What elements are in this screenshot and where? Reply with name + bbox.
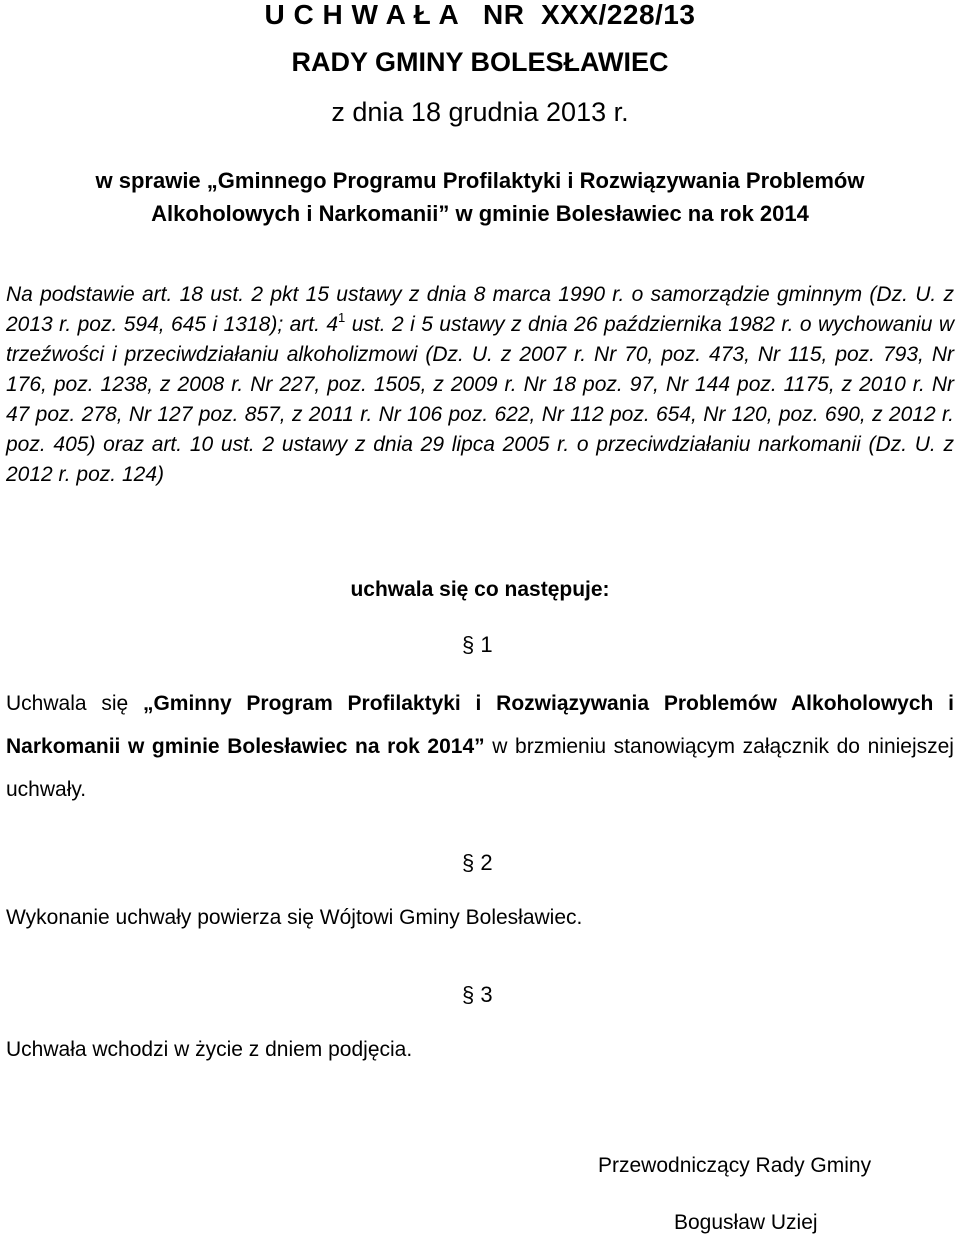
- paragraph-3: Uchwała wchodzi w życie z dniem podjęcia.: [6, 1038, 413, 1061]
- subject: [0, 164, 960, 230]
- paragraph-1-pre: Uchwala się: [6, 692, 143, 715]
- signatory-role: Przewodniczący Rady Gminy: [598, 1154, 872, 1177]
- subject-line-1: w sprawie „Gminnego Programu Profilaktyki i Rozwiązywania Problemów: [95, 168, 865, 193]
- paragraph-2: Wykonanie uchwały powierza się Wójtowi Gminy Bolesławiec.: [6, 906, 583, 929]
- legal-basis: [6, 280, 954, 490]
- legal-basis-part-1: Na podstawie art. 18 ust. 2 pkt 15 ustawy z dnia 8 marca 1990 r. o samorządzie gminnym (Dz. U. z 2013 r. poz. 594, 645 i 1318); art. 4: [6, 283, 954, 336]
- council-name: RADY GMINY BOLESŁAWIEC: [291, 47, 669, 77]
- decision-heading: uchwala się co następuje:: [350, 578, 610, 601]
- signatory-name: Bogusław Uziej: [674, 1211, 818, 1234]
- subject-line-2: Alkoholowych i Narkomanii” w gminie Bolesławiec na rok 2014: [151, 201, 809, 226]
- resolution-date: z dnia 18 grudnia 2013 r.: [331, 97, 629, 127]
- resolution-title: U C H W A Ł A NR XXX/228/13: [264, 0, 696, 30]
- section-2-heading: § 2: [462, 850, 493, 875]
- program-name: „Gminny Program Profilaktyki i Rozwiązywania Problemów Alkoholowych i Narkomanii w gminie Bolesławiec na rok 2014”: [6, 692, 954, 758]
- paragraph-1: [6, 682, 954, 811]
- paragraph-1-post: w brzmieniu stanowiącym załącznik do niniejszej uchwały.: [6, 735, 954, 801]
- section-3-heading: § 3: [462, 982, 493, 1007]
- legal-basis-superscript: 1: [338, 310, 346, 325]
- section-1-heading: § 1: [462, 632, 493, 657]
- legal-basis-part-2: ust. 2 i 5 ustawy z dnia 26 października 1982 r. o wychowaniu w trzeźwości i przeciwdziałaniu alkoholizmowi (Dz. U. z 2007 r. Nr 70, poz. 473, Nr 115, poz. 793, Nr 176, poz. 1238, z 2008 r. Nr 227, poz. 1505, z 2009 r. Nr 18 poz. 97, Nr 144 poz. 1175, z 2010 r. Nr 47 poz. 278, Nr 127 poz. 857, z 2011 r. Nr 106 poz. 622, Nr 112 poz. 654, Nr 120, poz. 690, z 2012 r. poz. 405) oraz art. 10 ust. 2 ustawy z dnia 29 lipca 2005 r. o przeciwdziałaniu narkomanii (Dz. U. z 2012 r. poz. 124): [6, 313, 954, 486]
